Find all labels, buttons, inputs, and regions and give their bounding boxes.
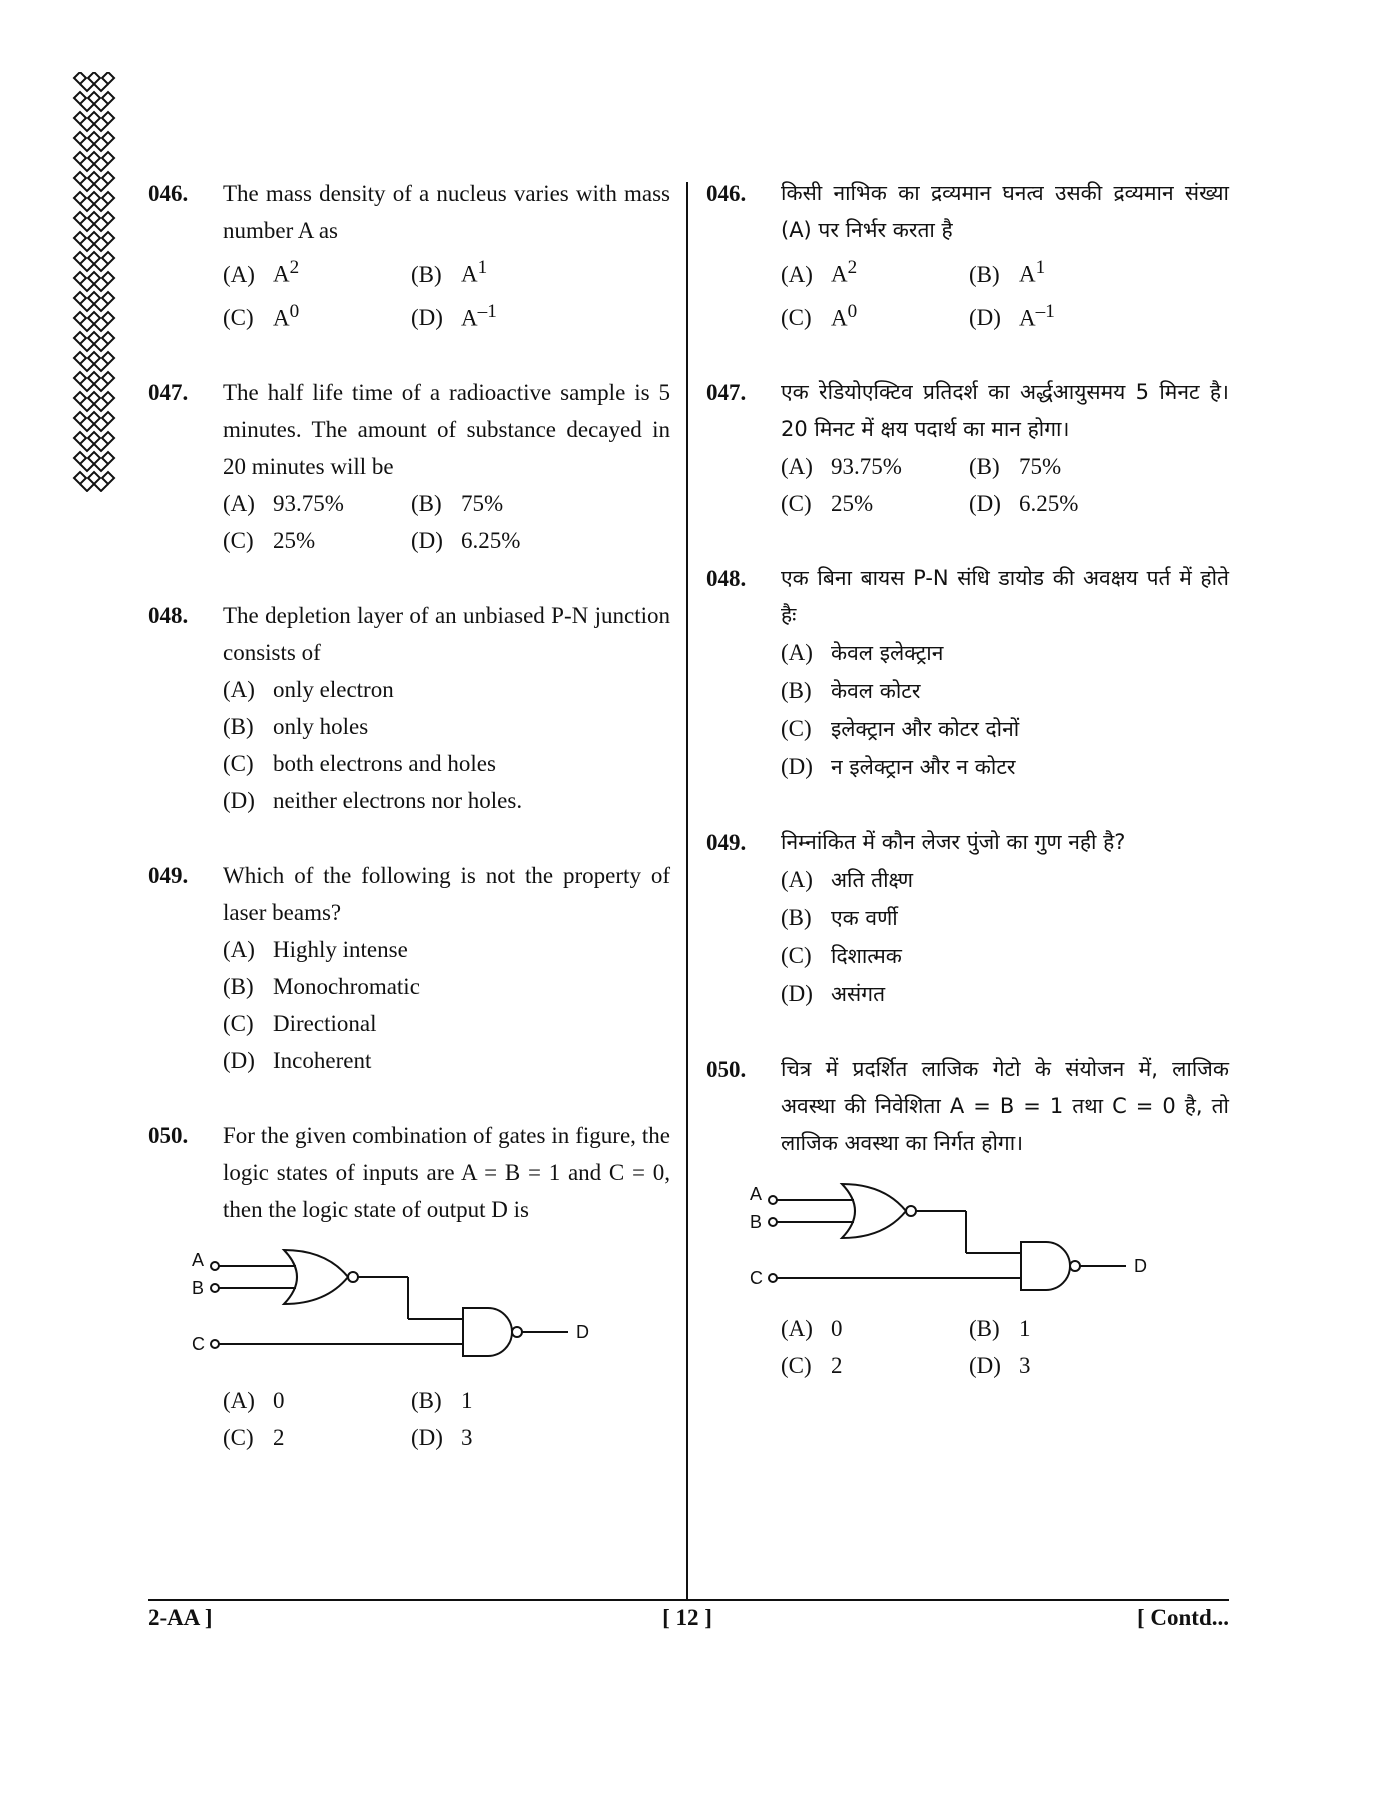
nand-bubble bbox=[512, 1327, 522, 1337]
input-a-terminal bbox=[769, 1196, 777, 1204]
option-c: (C) $A^0$ bbox=[223, 300, 300, 331]
option-d: (D) न इलेक्ट्रान और न कोटर bbox=[781, 754, 1016, 780]
option-b: (B) एक वर्णी bbox=[781, 905, 898, 931]
question-number: 050. bbox=[706, 1057, 747, 1083]
security-border-pattern bbox=[72, 72, 122, 492]
nor-gate bbox=[842, 1184, 906, 1238]
option-c: (C) Directional bbox=[223, 1011, 377, 1037]
output-d-label: D bbox=[576, 1322, 589, 1343]
option-a: (A) Highly intense bbox=[223, 937, 408, 963]
option-d: (D) Incoherent bbox=[223, 1048, 372, 1074]
option-a: (A) only electron bbox=[223, 677, 394, 703]
option-d: (D) 3 bbox=[969, 1353, 1031, 1379]
question-number: 050. bbox=[148, 1123, 189, 1149]
option-c: (C) both electrons and holes bbox=[223, 751, 496, 777]
question-text: एक बिना बायस P-N संधि डायोड की अवक्षय पर्त में होते हैः bbox=[781, 566, 1229, 628]
input-a-terminal bbox=[211, 1262, 219, 1270]
question-text: The depletion layer of an unbiased P-N junction consists of bbox=[223, 603, 670, 666]
question-text: चित्र में प्रदर्शित लाजिक गेटो के संयोजन में, लाजिक अवस्था की निवेशिता A = B = 1 तथा C = 0 है, तो लाजिक अवस्था का निर्गत होगा। bbox=[781, 1057, 1229, 1156]
option-b: (B) 1 bbox=[411, 1388, 473, 1414]
question-046-en bbox=[148, 175, 670, 336]
question-number: 048. bbox=[148, 603, 189, 629]
nand-gate bbox=[463, 1308, 512, 1356]
option-d: (D) 6.25% bbox=[411, 528, 521, 554]
option-a: (A) $A^2$ bbox=[223, 257, 300, 287]
question-050-hi bbox=[706, 1051, 1229, 1384]
question-number: 047. bbox=[706, 380, 747, 406]
question-047-en bbox=[148, 374, 670, 559]
option-b: (B) 75% bbox=[411, 491, 504, 517]
option-a: (A) अति तीक्ष्ण bbox=[781, 867, 914, 893]
option-b: (B) Monochromatic bbox=[223, 974, 420, 1000]
paper-code: 2-AA ] bbox=[148, 1605, 213, 1630]
option-c: (C) इलेक्ट्रान और कोटर दोनों bbox=[781, 716, 1020, 742]
option-d: (D) 6.25% bbox=[969, 491, 1079, 517]
options bbox=[781, 448, 1229, 522]
options bbox=[781, 634, 1229, 786]
question-048-en bbox=[148, 597, 670, 819]
option-a: (A) $A^2$ bbox=[781, 257, 858, 287]
option-b: (B) $A^1$ bbox=[969, 257, 1046, 287]
input-c-terminal bbox=[769, 1274, 777, 1282]
question-number: 048. bbox=[706, 566, 747, 592]
input-a-label: A bbox=[750, 1184, 763, 1205]
option-c: (C) 2 bbox=[781, 1353, 843, 1379]
question-text: एक रेडियोएक्टिव प्रतिदर्श का अर्द्धआयुसमय 5 मिनट है। 20 मिनट में क्षय पदार्थ का मान होगा। bbox=[781, 380, 1229, 442]
question-number: 049. bbox=[706, 830, 747, 856]
column-divider bbox=[686, 182, 688, 1600]
option-a: (A) 0 bbox=[223, 1388, 285, 1414]
question-046-hi bbox=[706, 175, 1229, 336]
option-c: (C) दिशात्मक bbox=[781, 943, 902, 969]
option-a: (A) 93.75% bbox=[781, 454, 902, 480]
option-d: (D) 3 bbox=[411, 1425, 473, 1451]
logic-gate-circuit-diagram bbox=[746, 1170, 1186, 1310]
question-number: 047. bbox=[148, 380, 189, 406]
nor-bubble bbox=[348, 1272, 358, 1282]
options bbox=[223, 485, 670, 559]
option-a: (A) 93.75% bbox=[223, 491, 344, 517]
question-text: The mass density of a nucleus varies with mass number A as bbox=[223, 181, 670, 243]
option-c: (C) 2 bbox=[223, 1425, 285, 1451]
options bbox=[781, 249, 1229, 336]
option-c: (C) 25% bbox=[223, 528, 316, 554]
output-d-label: D bbox=[1134, 1256, 1147, 1277]
nor-gate bbox=[284, 1250, 348, 1304]
input-c-label: C bbox=[192, 1334, 205, 1355]
option-c: (C) $A^0$ bbox=[781, 300, 858, 331]
question-text: किसी नाभिक का द्रव्यमान घनत्व उसकी द्रव्यमान संख्या (A) पर निर्भर करता है bbox=[781, 181, 1229, 242]
options bbox=[223, 671, 670, 819]
nand-bubble bbox=[1070, 1261, 1080, 1271]
question-text: Which of the following is not the property of laser beams? bbox=[223, 863, 670, 926]
hindi-column bbox=[706, 175, 1229, 1384]
option-a: (A) केवल इलेक्ट्रान bbox=[781, 640, 944, 666]
options bbox=[223, 249, 670, 336]
option-d: (D) $A^{-1}$ bbox=[969, 300, 1055, 331]
option-d: (D) असंगत bbox=[781, 981, 886, 1007]
input-b-label: B bbox=[192, 1278, 205, 1299]
continued-note: [ Contd... bbox=[1136, 1605, 1229, 1630]
input-b-terminal bbox=[211, 1284, 219, 1292]
question-048-hi bbox=[706, 560, 1229, 786]
question-text: निम्नांकित में कौन लेजर पुंजो का गुण नही है? bbox=[781, 830, 1126, 855]
question-number: 046. bbox=[148, 181, 189, 206]
option-d: (D) $A^{-1}$ bbox=[411, 300, 497, 331]
question-047-hi bbox=[706, 374, 1229, 522]
option-c: (C) 25% bbox=[781, 491, 874, 517]
page-number: [ 12 ] bbox=[662, 1605, 712, 1630]
options bbox=[223, 1382, 670, 1456]
question-text: For the given combination of gates in figure, the logic states of inputs are A = B = 1 and C = 0, then the logic state of output D is bbox=[223, 1123, 670, 1223]
option-b: (B) केवल कोटर bbox=[781, 678, 921, 704]
input-c-label: C bbox=[750, 1268, 763, 1289]
option-b: (B) 75% bbox=[969, 454, 1062, 480]
input-a-label: A bbox=[192, 1250, 205, 1271]
options bbox=[223, 931, 670, 1079]
question-number: 046. bbox=[706, 181, 747, 206]
option-a: (A) 0 bbox=[781, 1316, 843, 1342]
nand-gate bbox=[1021, 1242, 1070, 1290]
option-d: (D) neither electrons nor holes. bbox=[223, 788, 523, 814]
nor-bubble bbox=[906, 1206, 916, 1216]
option-b: (B) $A^1$ bbox=[411, 257, 488, 287]
input-b-terminal bbox=[769, 1218, 777, 1226]
question-050-en bbox=[148, 1117, 670, 1456]
options bbox=[781, 861, 1229, 1013]
input-b-label: B bbox=[750, 1212, 763, 1233]
question-number: 049. bbox=[148, 863, 189, 889]
input-c-terminal bbox=[211, 1340, 219, 1348]
options bbox=[781, 1310, 1229, 1384]
question-text: The half life time of a radioactive sample is 5 minutes. The amount of substance decayed in 20 minutes will be bbox=[223, 380, 670, 480]
question-049-en bbox=[148, 857, 670, 1079]
question-049-hi bbox=[706, 824, 1229, 1013]
option-b: (B) only holes bbox=[223, 714, 369, 740]
logic-gate-circuit-diagram bbox=[188, 1236, 628, 1376]
english-column bbox=[148, 175, 670, 1456]
option-b: (B) 1 bbox=[969, 1316, 1031, 1342]
